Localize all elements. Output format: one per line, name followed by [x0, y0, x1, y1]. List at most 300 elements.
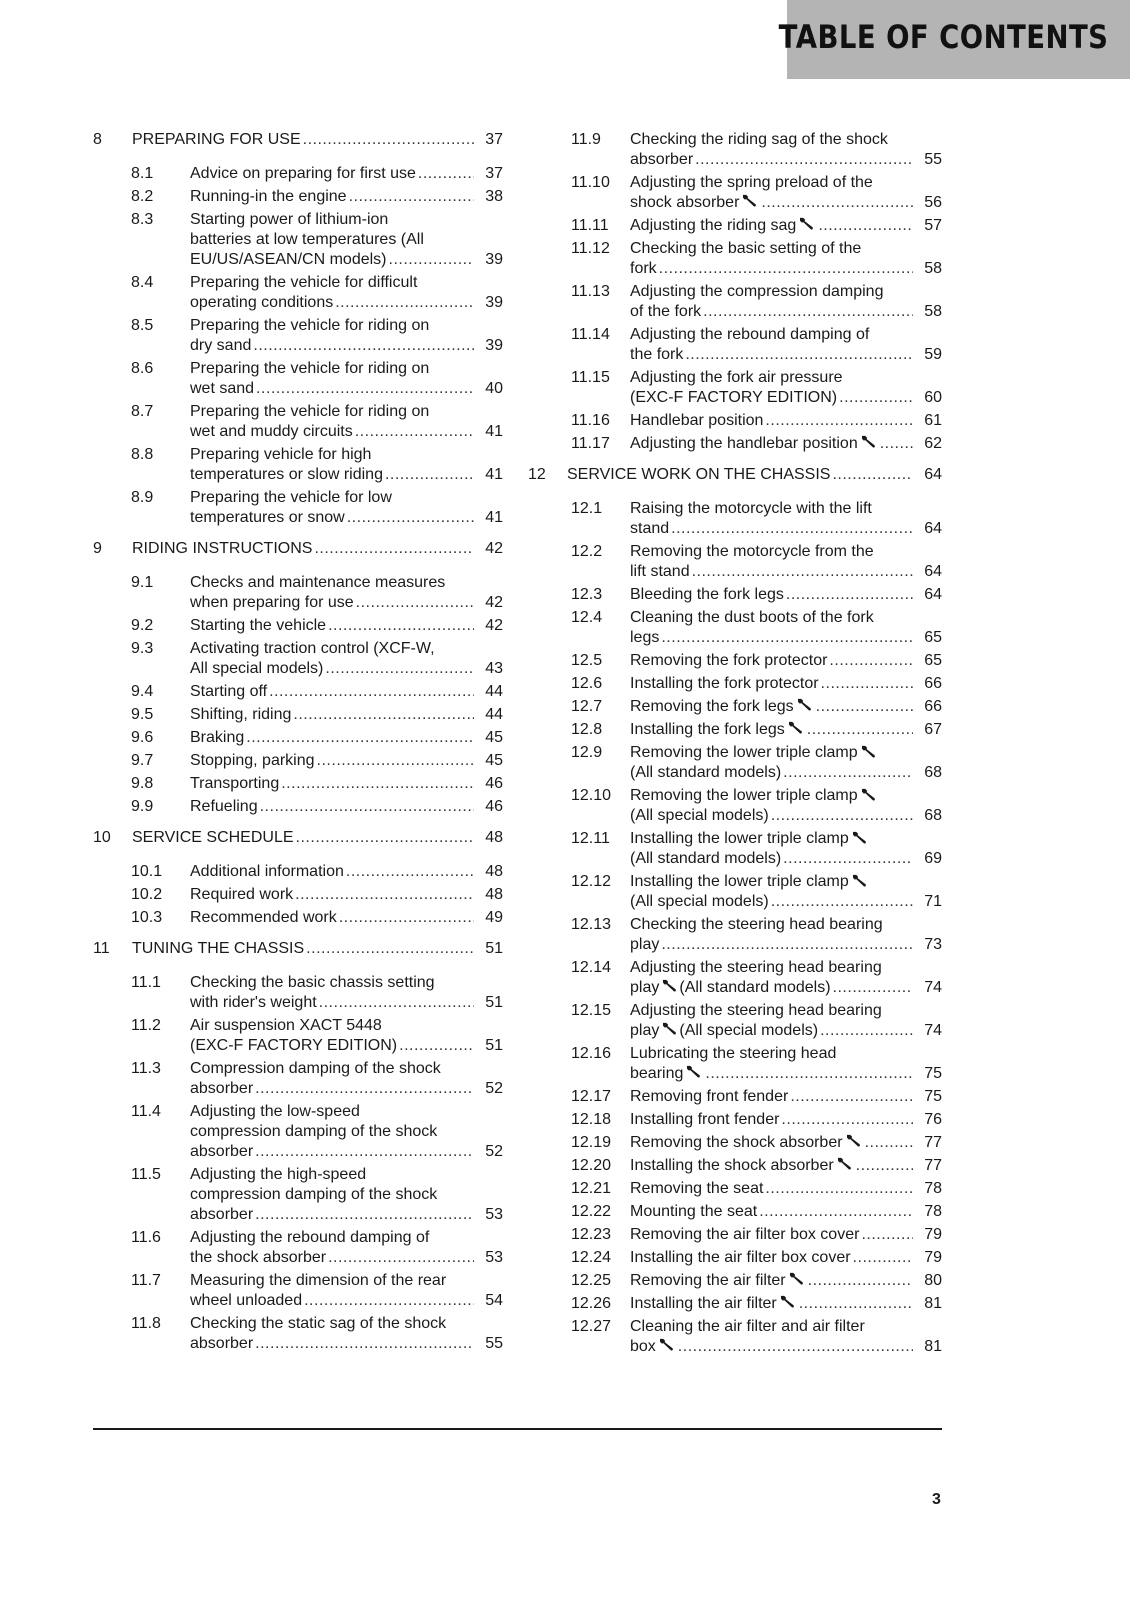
page-ref: 78 — [924, 1180, 942, 1197]
page-ref: 52 — [485, 1080, 503, 1097]
entry-title-line — [630, 829, 942, 849]
entry-title-line — [190, 885, 503, 905]
toc-section-entry[interactable] — [93, 273, 503, 313]
entry-title — [132, 130, 503, 150]
toc-section-entry[interactable] — [93, 402, 503, 442]
entry-title — [630, 216, 942, 236]
entry-title-text: absorber — [630, 151, 694, 168]
page-ref: 37 — [485, 165, 503, 182]
toc-section-entry[interactable] — [528, 1110, 942, 1130]
toc-section-entry[interactable] — [93, 1165, 503, 1225]
entry-title-text: (All standard models) — [630, 764, 782, 781]
entry-title-text: stand — [630, 520, 670, 537]
toc-section-entry[interactable] — [528, 1179, 942, 1199]
entry-title-text: when preparing for use — [190, 594, 354, 611]
toc-section-entry[interactable] — [528, 674, 942, 694]
dot-leader — [807, 720, 913, 740]
page-ref: 74 — [924, 979, 942, 996]
entry-title-line — [630, 1248, 942, 1268]
entry-title-line — [190, 1142, 503, 1162]
wrench-icon — [846, 1133, 861, 1146]
entry-number: 12.12 — [571, 873, 612, 890]
dot-leader — [829, 651, 913, 671]
page-ref: 66 — [924, 675, 942, 692]
entry-title — [190, 273, 503, 313]
dot-leader — [659, 259, 913, 279]
dot-leader — [325, 659, 474, 679]
dot-leader — [832, 465, 913, 485]
entry-number: 11.2 — [131, 1017, 161, 1034]
entry-title — [132, 828, 503, 848]
entry-number: 11.6 — [131, 1229, 161, 1246]
dot-leader — [293, 705, 474, 725]
toc-section-entry[interactable] — [528, 1087, 942, 1107]
entry-title-text: Checking the riding sag of the shock — [630, 131, 888, 148]
toc-section-entry[interactable] — [528, 1001, 942, 1041]
entry-number: 12.4 — [571, 609, 603, 626]
entry-title-line — [190, 1102, 503, 1122]
dot-leader — [678, 1337, 913, 1357]
page-ref: 75 — [924, 1065, 942, 1082]
entry-number: 12.13 — [571, 916, 612, 933]
page-ref: 80 — [924, 1272, 942, 1289]
toc-section-entry[interactable] — [93, 573, 503, 613]
entry-title-line — [630, 302, 942, 322]
entry-title-text: Installing front fender — [630, 1111, 780, 1128]
entry-title-text: Installing the lower triple clamp — [630, 873, 849, 890]
entry-title — [630, 651, 942, 671]
entry-number: 12.17 — [571, 1088, 612, 1105]
page-ref: 61 — [924, 412, 942, 429]
toc-section-entry[interactable] — [93, 797, 503, 817]
entry-title-text: Adjusting the steering head bearing — [630, 959, 882, 976]
entry-title — [630, 1156, 942, 1176]
page-ref: 64 — [924, 586, 942, 603]
page-ref: 67 — [924, 721, 942, 738]
entry-number: 12.15 — [571, 1002, 612, 1019]
toc-section-entry[interactable] — [528, 786, 942, 826]
entry-number: 12.7 — [571, 698, 603, 715]
entry-title — [630, 1294, 942, 1314]
entry-number: 11.13 — [571, 283, 610, 300]
entry-title-line — [630, 743, 942, 763]
toc-section-entry[interactable] — [528, 1294, 942, 1314]
dot-leader — [816, 697, 913, 717]
toc-section-entry[interactable] — [528, 368, 942, 408]
page-ref: 68 — [924, 764, 942, 781]
toc-section-entry[interactable] — [93, 488, 503, 528]
toc-section-entry[interactable] — [528, 585, 942, 605]
entry-title-line — [630, 958, 942, 978]
entry-title-line — [630, 388, 942, 408]
toc-chapter-entry[interactable] — [93, 539, 503, 559]
entry-number: 11.12 — [571, 240, 610, 257]
toc-section-entry[interactable] — [528, 651, 942, 671]
toc-section-entry[interactable] — [528, 720, 942, 740]
entry-title-line — [630, 1133, 942, 1153]
entry-title-line — [190, 164, 503, 184]
toc-section-entry[interactable] — [93, 728, 503, 748]
dot-leader — [253, 336, 474, 356]
entry-title-line — [630, 282, 942, 302]
page-ref: 57 — [924, 217, 942, 234]
entry-title-text: shock absorber — [630, 194, 740, 211]
entry-number: 8.7 — [131, 403, 154, 420]
toc-section-entry[interactable] — [528, 1202, 942, 1222]
entry-title-text: Compression damping of the shock — [190, 1060, 441, 1077]
entry-title-line — [630, 915, 942, 935]
entry-title — [630, 829, 942, 869]
toc-section-entry[interactable] — [528, 1225, 942, 1245]
toc-section-entry[interactable] — [528, 829, 942, 869]
toc-section-entry[interactable] — [93, 973, 503, 1013]
entry-title-text: Checking the steering head bearing — [630, 916, 883, 933]
entry-title-text: Handlebar position — [630, 412, 764, 429]
entry-title-text: Transporting — [190, 775, 280, 792]
toc-section-entry[interactable] — [93, 187, 503, 207]
entry-title — [630, 720, 942, 740]
toc-chapter — [93, 539, 503, 817]
toc-section-entry[interactable] — [528, 499, 942, 539]
entry-title-text: Installing the shock absorber — [630, 1157, 834, 1174]
page-ref: 42 — [485, 594, 503, 611]
toc-section-entry[interactable] — [93, 1271, 503, 1311]
dot-leader — [295, 885, 474, 905]
entry-number: 12.26 — [571, 1295, 612, 1312]
wrench-icon — [797, 697, 812, 710]
toc-section-entry[interactable] — [528, 1156, 942, 1176]
entry-number: 8.6 — [131, 360, 154, 377]
entry-title — [630, 411, 942, 431]
entry-title-line — [190, 508, 503, 528]
entry-title-text: Checking the static sag of the shock — [190, 1315, 447, 1332]
toc-section-entry[interactable] — [93, 908, 503, 928]
entry-title — [190, 187, 503, 207]
entry-title — [190, 973, 503, 1013]
entry-title-text: Preparing the vehicle for low — [190, 489, 392, 506]
entry-title — [630, 368, 942, 408]
entry-number: 8.1 — [131, 165, 154, 182]
toc-section-entry[interactable] — [528, 1248, 942, 1268]
entry-title-text: Preparing the vehicle for riding on — [190, 360, 430, 377]
dot-leader — [356, 593, 474, 613]
toc-section-entry[interactable] — [93, 445, 503, 485]
entry-title-line — [630, 697, 942, 717]
page-ref: 77 — [924, 1134, 942, 1151]
entry-title-text: lift stand — [630, 563, 690, 580]
page-ref: 40 — [485, 380, 503, 397]
dot-leader — [303, 130, 474, 150]
entry-title — [630, 173, 942, 213]
entry-title-line — [630, 674, 942, 694]
entry-number: 11.16 — [571, 412, 610, 429]
dot-leader — [692, 562, 913, 582]
page-ref: 78 — [924, 1203, 942, 1220]
entry-number: 12.10 — [571, 787, 612, 804]
dot-leader — [255, 1205, 474, 1225]
page-ref: 41 — [485, 423, 503, 440]
toc-section-entry[interactable] — [528, 872, 942, 912]
toc-chapter-entry[interactable] — [93, 828, 503, 848]
page-ref: 45 — [485, 752, 503, 769]
entry-title-text: Required work — [190, 886, 294, 903]
entry-number: 9.1 — [131, 574, 154, 591]
page-ref: 55 — [485, 1335, 503, 1352]
dot-leader — [355, 422, 474, 442]
entry-title-text: Removing the air filter box cover — [630, 1226, 860, 1243]
entry-title-text: Adjusting the compression damping — [630, 283, 884, 300]
toc-section-entry[interactable] — [93, 1228, 503, 1268]
page-ref: 43 — [485, 660, 503, 677]
toc-section-entry[interactable] — [93, 359, 503, 399]
entry-title — [630, 239, 942, 279]
entry-title — [630, 786, 942, 826]
dot-leader — [761, 193, 913, 213]
dot-leader — [839, 388, 913, 408]
entry-title — [630, 1110, 942, 1130]
page-ref: 52 — [485, 1143, 503, 1160]
page-ref: 41 — [485, 509, 503, 526]
toc-section-entry[interactable] — [93, 774, 503, 794]
entry-title-line — [630, 1156, 942, 1176]
entry-title-line — [630, 411, 942, 431]
entry-title-text: Lubricating the steering head — [630, 1045, 837, 1062]
toc-section-entry[interactable] — [528, 325, 942, 365]
entry-title-text: Stopping, parking — [190, 752, 315, 769]
wrench-icon — [788, 720, 803, 733]
toc-section-entry[interactable] — [93, 1016, 503, 1056]
entry-number: 12.18 — [571, 1111, 612, 1128]
entry-title-text: Removing the lower triple clamp — [630, 744, 858, 761]
toc-chapter — [93, 828, 503, 928]
entry-title-line — [630, 325, 942, 345]
entry-title-text: Preparing the vehicle for riding on — [190, 317, 430, 334]
dot-leader — [260, 797, 474, 817]
entry-number: 12.6 — [571, 675, 603, 692]
toc-section-entry[interactable] — [528, 411, 942, 431]
entry-title-line — [630, 608, 942, 628]
toc-section-entry[interactable] — [528, 1271, 942, 1291]
toc-section-entry[interactable] — [528, 1044, 942, 1084]
entry-title — [190, 1059, 503, 1099]
toc-section-entry[interactable] — [528, 542, 942, 582]
entry-title-text: Installing the air filter box cover — [630, 1249, 851, 1266]
toc-section-entry[interactable] — [528, 697, 942, 717]
entry-title-text: compression damping of the shock — [190, 1186, 438, 1203]
toc-section-entry[interactable] — [93, 164, 503, 184]
toc-section-entry[interactable] — [528, 915, 942, 955]
entry-title-text: Adjusting the steering head bearing — [630, 1002, 882, 1019]
entry-title-text: Removing the fork protector — [630, 652, 828, 669]
page-ref: 49 — [485, 909, 503, 926]
toc-section-entry[interactable] — [528, 173, 942, 213]
entry-title-text: Adjusting the rebound damping of — [190, 1229, 430, 1246]
entry-title-text: absorber — [190, 1206, 254, 1223]
toc-section-entry[interactable] — [528, 282, 942, 322]
entry-title-text: (All standard models) — [630, 850, 782, 867]
entry-title — [190, 164, 503, 184]
entry-title-text: play — [630, 936, 660, 953]
entry-title-line — [630, 259, 942, 279]
toc-section-entry[interactable] — [528, 130, 942, 170]
dot-leader — [256, 379, 474, 399]
page-ref: 65 — [924, 652, 942, 669]
toc-section-entry[interactable] — [93, 682, 503, 702]
entry-title-text: Refueling — [190, 798, 258, 815]
entry-title-text: the fork — [630, 346, 684, 363]
dot-leader — [783, 763, 913, 783]
page-ref: 76 — [924, 1111, 942, 1128]
wrench-icon — [861, 744, 876, 757]
toc-section-entry[interactable] — [93, 885, 503, 905]
entry-number: 11.15 — [571, 369, 610, 386]
entry-number: 11.10 — [571, 174, 610, 191]
page-ref: 81 — [924, 1338, 942, 1355]
entry-title — [190, 797, 503, 817]
entry-title — [630, 743, 942, 783]
entry-title-line — [630, 1179, 942, 1199]
entry-title — [190, 885, 503, 905]
entry-title-line — [190, 659, 503, 679]
entry-title-text: (EXC-F FACTORY EDITION) — [190, 1037, 398, 1054]
toc-section-entry[interactable] — [93, 616, 503, 636]
dot-leader — [808, 1271, 913, 1291]
page-title: TABLE OF CONTENTS — [778, 18, 1108, 56]
entry-title-line — [567, 465, 942, 485]
entry-number: 11.9 — [571, 131, 601, 148]
entry-title — [630, 282, 942, 322]
toc-chapter-entry[interactable] — [528, 465, 942, 485]
toc-section-entry[interactable] — [93, 751, 503, 771]
entry-title-text: Removing the motorcycle from the — [630, 543, 874, 560]
toc-section-entry[interactable] — [93, 316, 503, 356]
entry-number: 12.23 — [571, 1226, 612, 1243]
entry-number: 9.4 — [131, 683, 154, 700]
entry-title — [630, 1179, 942, 1199]
toc-section-entry[interactable] — [93, 705, 503, 725]
wrench-icon — [662, 978, 677, 991]
toc-section-entry[interactable] — [528, 216, 942, 236]
entry-title-text: play — [630, 979, 660, 996]
toc-section-entry[interactable] — [93, 1059, 503, 1099]
toc-section-entry[interactable] — [528, 958, 942, 998]
entry-title-line — [190, 1314, 503, 1334]
page-ref: 64 — [924, 520, 942, 537]
entry-number: 9.9 — [131, 798, 154, 815]
dot-leader — [786, 585, 913, 605]
toc-chapter-entry[interactable] — [93, 130, 503, 150]
entry-number: 12.14 — [571, 959, 612, 976]
dot-leader — [799, 1294, 913, 1314]
entry-title-text: operating conditions — [190, 294, 334, 311]
entry-title-line — [190, 682, 503, 702]
toc-section-entry[interactable] — [528, 1133, 942, 1153]
dot-leader — [671, 519, 913, 539]
entry-title-line — [190, 973, 503, 993]
dot-leader — [304, 1291, 474, 1311]
page-ref: 37 — [485, 131, 503, 148]
entry-title-line — [630, 872, 942, 892]
entry-title-line — [190, 728, 503, 748]
page-ref: 74 — [924, 1022, 942, 1039]
entry-title-line — [630, 935, 942, 955]
entry-title-text: RIDING INSTRUCTIONS — [132, 540, 313, 557]
entry-number: 12.27 — [571, 1318, 612, 1335]
entry-title — [190, 908, 503, 928]
toc-section-entry[interactable] — [93, 639, 503, 679]
entry-title-text: (All special models) — [630, 893, 769, 910]
entry-title-text: with rider's weight — [190, 994, 317, 1011]
entry-title-line — [630, 1044, 942, 1064]
entry-title-line — [190, 908, 503, 928]
entry-title — [630, 1087, 942, 1107]
page-ref: 39 — [485, 294, 503, 311]
dot-leader — [339, 908, 474, 928]
entry-title-line — [190, 1059, 503, 1079]
entry-title-text: Adjusting the rebound damping of — [630, 326, 870, 343]
entry-title — [190, 728, 503, 748]
entry-title-line — [132, 939, 503, 959]
page-ref: 55 — [924, 151, 942, 168]
entry-title — [630, 915, 942, 955]
entry-title-line — [132, 130, 503, 150]
entry-title — [630, 872, 942, 912]
entry-title-line — [190, 379, 503, 399]
entry-number: 12.16 — [571, 1045, 612, 1062]
entry-title — [630, 1271, 942, 1291]
toc-section-entry[interactable] — [528, 1317, 942, 1357]
entry-title-line — [630, 1110, 942, 1130]
toc-section-entry[interactable] — [528, 743, 942, 783]
entry-title-line — [190, 1205, 503, 1225]
entry-title-text: Shifting, riding — [190, 706, 292, 723]
toc-section-entry[interactable] — [93, 1314, 503, 1354]
dot-leader — [765, 411, 913, 431]
entry-title-text: Air suspension XACT 5448 — [190, 1017, 382, 1034]
entry-title-text: box — [630, 1338, 656, 1355]
entry-number: 9 — [93, 540, 102, 557]
entry-title-line — [190, 1271, 503, 1291]
footer-rule — [93, 1428, 942, 1430]
toc-section-entry[interactable] — [528, 608, 942, 648]
entry-title-text: compression damping of the shock — [190, 1123, 438, 1140]
entry-title-text: Adjusting the fork air pressure — [630, 369, 843, 386]
entry-title-text: absorber — [190, 1080, 254, 1097]
entry-title-line — [630, 1317, 942, 1337]
toc-section-entry[interactable] — [528, 434, 942, 454]
entry-number: 10 — [93, 829, 111, 846]
page-ref: 42 — [485, 617, 503, 634]
entry-title-line — [630, 1225, 942, 1245]
entry-title-text: (All special models) — [630, 807, 769, 824]
entry-title-text: Cleaning the dust boots of the fork — [630, 609, 874, 626]
entry-title-text: fork — [630, 260, 657, 277]
toc-section-entry[interactable] — [93, 862, 503, 882]
toc-section-entry[interactable] — [93, 1102, 503, 1162]
entry-title-text: Braking — [190, 729, 245, 746]
entry-title-text: Preparing the vehicle for difficult — [190, 274, 418, 291]
entry-number: 12.5 — [571, 652, 603, 669]
entry-title-text: Activating traction control (XCF-W, — [190, 640, 435, 657]
toc-section-entry[interactable] — [528, 239, 942, 279]
toc-chapter-entry[interactable] — [93, 939, 503, 959]
entry-title — [190, 774, 503, 794]
entry-title-line — [630, 1064, 942, 1084]
entry-title — [190, 751, 503, 771]
entry-number: 11.4 — [131, 1103, 161, 1120]
entry-title-text: Preparing the vehicle for riding on — [190, 403, 430, 420]
toc-section-entry[interactable] — [93, 210, 503, 270]
